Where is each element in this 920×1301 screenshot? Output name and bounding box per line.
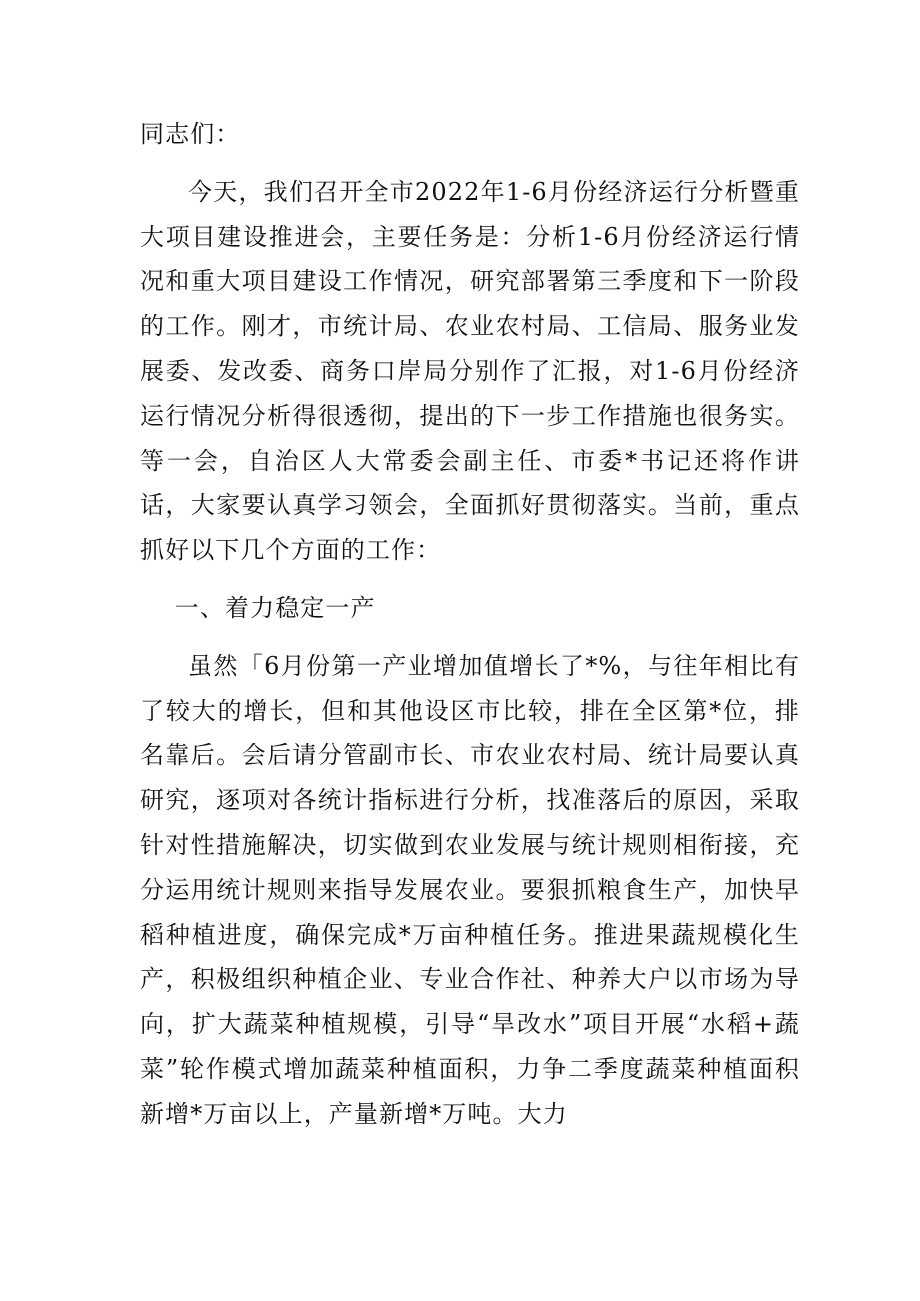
document-page	[140, 112, 800, 1150]
salutation: 同志们：	[140, 120, 241, 148]
intro-paragraph: 今天，我们召开全市2022年1-6月份经济运行分析暨重大项目建设推进会，主要任务是：分析1-6月份经济运行情况和重大项目建设工作情况，研究部署第三季度和下一阶段的工作。刚才，市统计局、农业农村局、工信局、服务业发展委、发改委、商务口岸局分别作了汇报，对1-6月份经济运行情况分析得很透彻，提出的下一步工作措施也很务实。等一会，自治区人大常委会副主任、市委*书记还将作讲话，大家要认真学习领会，全面抓好贯彻落实。当前，重点抓好以下几个方面的工作：	[140, 177, 800, 565]
section-heading: 一、着力稳定一产	[174, 593, 376, 622]
section-paragraph: 虽然「6月份第一产业增加值增长了*%，与往年相比有了较大的增长，但和其他设区市比较，排在全区第*位，排名靠后。会后请分管副市长、市农业农村局、统计局要认真研究，逐项对各统计指标进行分析，找准落后的原因，采取针对性措施解决，切实做到农业发展与统计规则相衔接，充分运用统计规则来指导发展农业。要狠抓粮食生产，加快早稻种植进度，确保完成*万亩种植任务。推进果蔬规模化生产，积极组织种植企业、专业合作社、种养大户以市场为导向，扩大蔬菜种植规模，引导“旱改水”项目开展“水稻+蔬菜”轮作模式增加蔬菜种植面积，力争二季度蔬菜种植面积新增*万亩以上，产量新增*万吨。大力	[140, 651, 800, 1128]
